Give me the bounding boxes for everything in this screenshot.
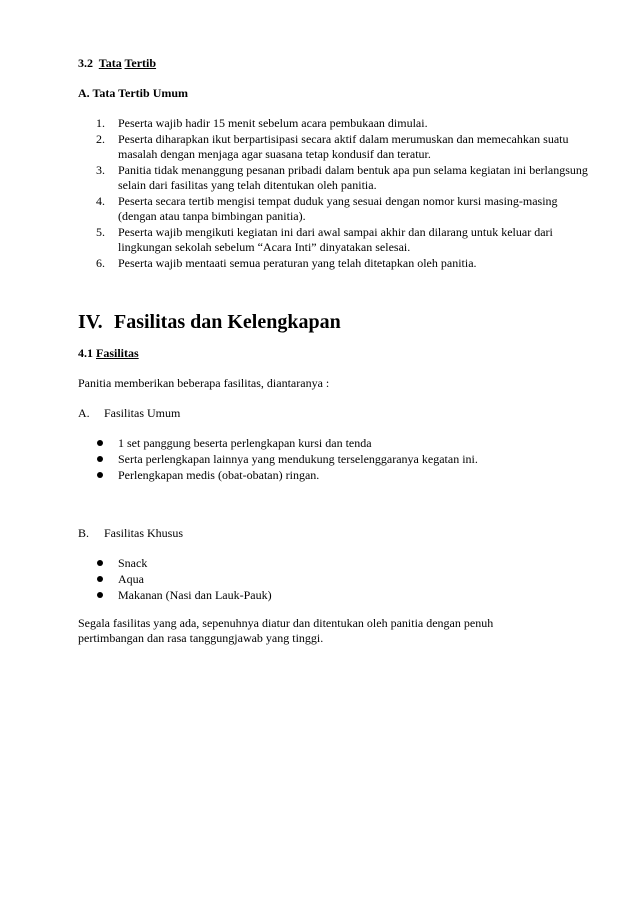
list-item: 2. Peserta diharapkan ikut berpartisipasi secara aktif dalam merumuskan dan memecahkan suatu masalah dengan menjaga agar suasana tetap kondusif dan teratur. bbox=[96, 132, 569, 161]
list-item: 4. Peserta secara tertib mengisi tempat duduk yang sesuai dengan nomor kursi masing-masing (dengan atau tanpa bimbingan panitia). bbox=[96, 194, 558, 223]
list-item: Serta perlengkapan lainnya yang mendukung terselenggaranya kegatan ini. bbox=[78, 452, 598, 467]
list-item: 6. Peserta wajib mentaati semua peraturan yang telah ditetapkan oleh panitia. bbox=[96, 256, 477, 270]
section-heading-3-2 bbox=[78, 56, 156, 71]
section-heading-4-1 bbox=[78, 346, 139, 361]
intro-paragraph: Panitia memberikan beberapa fasilitas, diantaranya : bbox=[78, 376, 330, 390]
list-item: 3. Panitia tidak menanggung pesanan pribadi dalam bentuk apa pun selama kegiatan ini berlangsung selain dari fasilitas yang telah ditentukan oleh panitia. bbox=[96, 163, 588, 192]
section-word-1: Tata bbox=[98, 56, 122, 70]
list-item: Aqua bbox=[78, 572, 598, 587]
list-item: 1. Peserta wajib hadir 15 menit sebelum acara pembukaan dimulai. bbox=[96, 116, 428, 130]
section-number: 3.2 bbox=[78, 56, 93, 70]
section-title: Fasilitas bbox=[96, 346, 139, 360]
group-b-list bbox=[78, 556, 598, 604]
list-item: Makanan (Nasi dan Lauk-Pauk) bbox=[78, 588, 598, 603]
list-item: Snack bbox=[78, 556, 598, 571]
bullet-icon bbox=[97, 472, 103, 478]
group-title: Fasilitas Khusus bbox=[104, 526, 184, 540]
chapter-title: Fasilitas dan Kelengkapan bbox=[114, 311, 341, 333]
bullet-icon bbox=[97, 592, 103, 598]
bullet-icon bbox=[97, 440, 103, 446]
list-item: 1 set panggung beserta perlengkapan kursi dan tenda bbox=[78, 436, 598, 451]
bullet-icon bbox=[97, 560, 103, 566]
group-a-list bbox=[78, 436, 598, 484]
closing-paragraph: Segala fasilitas yang ada, sepenuhnya diatur dan ditentukan oleh panitia dengan penuh pertimbangan dan rasa tanggungjawab yang tinggi. bbox=[78, 616, 494, 645]
bullet-icon bbox=[97, 576, 103, 582]
chapter-heading bbox=[78, 310, 341, 334]
rules-list bbox=[78, 116, 598, 272]
list-item: 5. Peserta wajib mengikuti kegiatan ini dari awal sampai akhir dan dilarang untuk keluar dari lingkungan sekolah sebelum “Acara Inti” dinyatakan selesai. bbox=[96, 225, 553, 254]
section-number: 4.1 bbox=[78, 346, 93, 360]
group-heading-b bbox=[78, 526, 183, 541]
group-title: Fasilitas Umum bbox=[104, 406, 181, 420]
group-letter: B. bbox=[78, 526, 90, 540]
subsection-heading-a: A. Tata Tertib Umum bbox=[78, 86, 189, 100]
group-letter: A. bbox=[78, 406, 90, 420]
bullet-icon bbox=[97, 456, 103, 462]
chapter-number: IV. bbox=[78, 311, 103, 333]
section-word-2: Tertib bbox=[124, 56, 157, 70]
group-heading-a bbox=[78, 406, 180, 421]
list-item: Perlengkapan medis (obat-obatan) ringan. bbox=[78, 468, 598, 483]
